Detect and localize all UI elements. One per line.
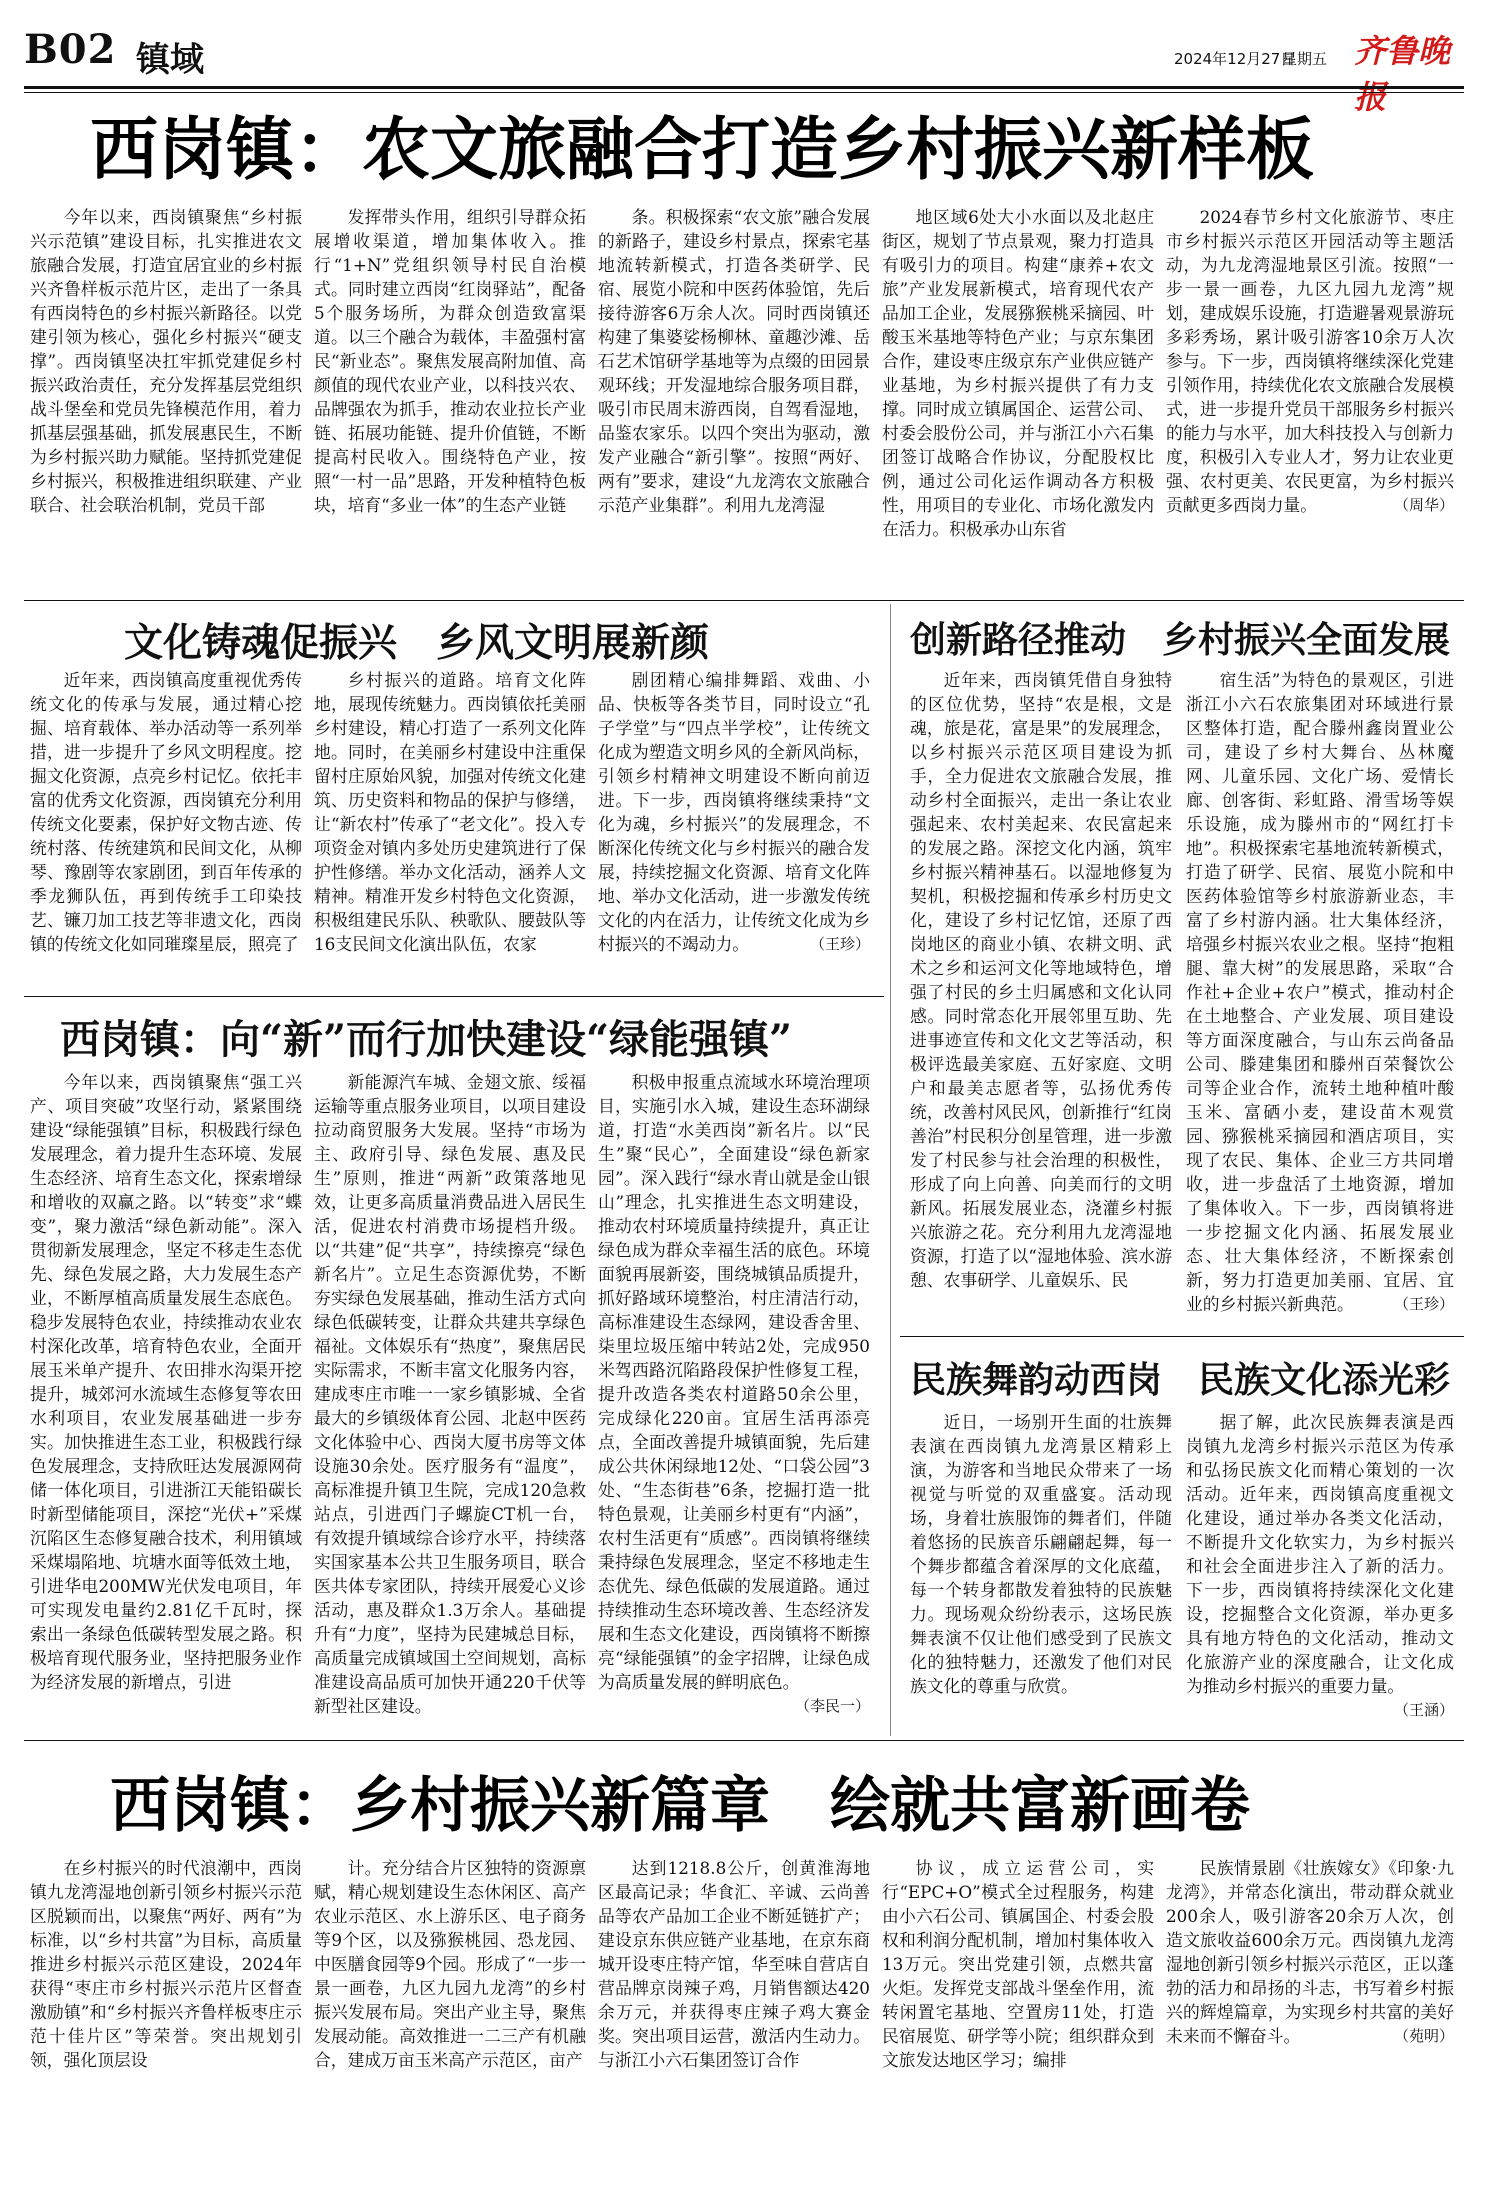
article2-headline: 文化铸魂促振兴 乡风文明展新颜 <box>124 620 710 666</box>
article3-col1: 近年来，西岗镇凭借自身独特的区位优势，坚持“农是根，文是魂，旅是花，富是果”的发展理念，以乡村振兴示范区项目建设为抓手，全力促进农文旅融合发展，推动乡村全面振兴，走出一条让农业强起来、农村美起来、农民富起来的发展之路。深挖文化内涵，筑牢乡村振兴精神基石。以湿地修复为契机，积极挖掘和传承乡村历史文化，建设了乡村记忆馆，还原了西岗地区的商业小镇、农耕文明、武术之乡和运河文化等地域特色，增强了村民的乡土归属感和文化认同感。同时常态化开展邻里互助、先进事迹宣传和文化文艺等活动，积极评选最美家庭、五好家庭、文明户和最美志愿者等，弘扬优秀传统，改善村风民风，创新推行“红岗善治”村民积分创星管理，进一步激发了村民参与社会治理的积极性，形成了向上向善、向美而行的文明新风。拓展发展业态，浇灌乡村振兴旅游之花。充分利用九龙湾湿地资源，打造了以“湿地体验、滨水游憩、农事研学、儿童娱乐、民 <box>910 670 1172 1290</box>
article4-col3: 积极申报重点流域水环境治理项目，实施引水入城，建设生态环湖绿道，打造“水美西岗”新名片。以“民生”聚“民心”，全面建设“绿色新家园”。深入践行“绿水青山就是金山银山”理念，扎实推进生态文明建设，推动农村环境质量持续提升，真正让绿色成为群众幸福生活的底色。环境面貌再展新姿，围绕城镇品质提升，抓好路域环境整治，村庄清洁行动，高标准建设生态绿网，建设香舍里、柒里垃圾压缩中转站2处，完成950米驾西路沉陷路段保护性修复工程，提升改造各类农村道路50余公里，完成绿化220亩。宜居生活再添亮点，全面改善提升城镇面貌，先后建成公共休闲绿地12处、“口袋公园”3处、“生态街巷”6条，挖掘打造一批特色景观，让美丽乡村更有“内涵”，农村生活更有“质感”。西岗镇将继续秉持绿色发展理念，坚定不移地走生态优先、绿色低碳的发展道路。通过持续推动生态环境改善、生态经济发展和生态文化建设，西岗镇将不断擦亮“绿能强镇”的金字招牌，让绿色成为高质量发展的鲜明底色。 （李民一） <box>598 1070 870 1730</box>
section-name: 镇域 <box>136 40 204 80</box>
article1-headline: 西岗镇：农文旅融合打造乡村振兴新样板 <box>90 110 1315 190</box>
article3-headline: 创新路径推动 乡村振兴全面发展 <box>910 619 1451 661</box>
page-number: B02 <box>24 26 117 73</box>
masthead-rule <box>24 86 1464 89</box>
article1-col4: 地区域6处大小水面以及北赵庄街区，规划了节点景观，聚力打造具有吸引力的项目。构建“康养+农文旅”产业发展新模式，培育现代农产品加工企业，发展猕猴桃采摘园、叶酸玉米基地等特色产业；与京东集团合作，建设枣庄级京东产业供应链产业基地，为乡村振兴提供了有力支撑。同时成立镇属国企、运营公司、村委会股份公司，并与浙江小六石集团签订战略合作协议，分配股权比例，通过公司化运作调动各方积极性，用项目的专业化、市场化激发内在活力。积极承办山东省 <box>882 207 1154 539</box>
article5-col1: 近日，一场别开生面的壮族舞表演在西岗镇九龙湾景区精彩上演，为游客和当地民众带来了一场视觉与听觉的双重盛宴。活动现场，身着壮族服饰的舞者们，伴随着悠扬的民族音乐翩翩起舞，每一个舞步都蕴含着深厚的文化底蕴，每一个转身都散发着独特的民族魅力。现场观众纷纷表示，这场民族舞表演不仅让他们感受到了民族文化的独特魅力，还激发了他们对民族文化的尊重与欣赏。 <box>910 1412 1172 1696</box>
issue-date: 2024年12月27日 <box>1174 50 1296 68</box>
article6-col4: 协议，成立运营公司，实行“EPC+O”模式全过程服务，构建由小六石公司、镇属国企、村委会股权和利润分配机制，增加村集体收入13万元。突出党建引领，点燃共富火炬。发挥党支部战斗堡垒作用，流转闲置宅基地、空置房11处，打造民宿展览、研学等小院；组织群众到文旅发达地区学习；编排 <box>882 1858 1154 2070</box>
article4-col1: 今年以来，西岗镇聚焦“强工兴产、项目突破”攻坚行动，紧紧围绕建设“绿能强镇”目标，积极践行绿色发展理念，着力提升生态环境、发展生态经济、培育生态文化，探索增绿和增收的双赢之路。以“转变”求“蝶变”，聚力激活“绿色新动能”。深入贯彻新发展理念，坚定不移走生态优先、绿色发展之路，大力发展生态产业，不断厚植高质量发展生态底色。稳步发展特色农业，持续推动农业农村深化改革，培育特色农业，全面开展玉米单产提升、农田排水沟渠开挖提升，城郊河水流域生态修复等农田水利项目，农业发展基础进一步夯实。加快推进生态工业，积极践行绿色发展理念，支持欣旺达发展源网荷储一体化项目，引进浙江天能铅碳长时新型储能项目，深挖“光伏+”采煤沉陷区生态修复融合技术，利用镇域采煤塌陷地、坑塘水面等低效土地，引进华电200MW光伏发电项目，年可实现发电量约2.81亿千瓦时，探索出一条绿色低碳转型发展之路。积极培育现代服务业，坚持把服务业作为经济发展的新增点，引进 <box>30 1072 302 1692</box>
article2-col3: 剧团精心编排舞蹈、戏曲、小品、快板等各类节目，同时设立“孔子学堂”与“四点半学校”，让传统文化成为塑造文明乡风的全新风尚标，引领乡村精神文明建设不断向前迈进。下一步，西岗镇将继续秉持“文化为魂，乡村振兴”的发展理念，不断深化传统文化与乡村振兴的融合发展，持续挖掘文化资源、培育文化阵地、举办文化活动，进一步激发传统文化的内在活力，让传统文化成为乡村振兴的不竭动力。 （王珍） <box>598 670 870 954</box>
article6-signature: （苑明） <box>1393 2027 1454 2045</box>
article5-headline: 民族舞韵动西岗 民族文化添光彩 <box>910 1359 1451 1401</box>
article1-signature: （周华） <box>1393 496 1454 514</box>
article4-headline: 西岗镇：向“新”而行加快建设“绿能强镇” <box>60 1016 793 1063</box>
article6-col3: 达到1218.8公斤，创黄淮海地区最高记录；华食汇、辛诚、云尚善品等农产品加工企业不断延链扩产；建设京东供应链产业基地，在京东商城开设枣庄特产馆，华至味自营店自营品牌京岗辣子鸡，月销售额达420余万元，并获得枣庄辣子鸡大赛金奖。突出项目运营，激活内生动力。与浙江小六石集团签订合作 <box>598 1858 870 2070</box>
divider <box>900 1336 1464 1337</box>
article2-col1: 近年来，西岗镇高度重视优秀传统文化的传承与发展，通过精心挖掘、培育载体、举办活动等一系列举措，进一步提升了乡风文明程度。挖掘文化资源，点亮乡村记忆。依托丰富的优秀文化资源，西岗镇充分利用传统文化要素，保护好文物古迹、传统村落、传统建筑和民间文化，从柳琴、豫剧等农家剧团，到百年传承的季龙狮队伍，再到传统手工印染技艺、镰刀加工技艺等非遗文化，西岗镇的传统文化如同璀璨星辰，照亮了 <box>30 670 302 954</box>
masthead <box>24 18 1464 116</box>
divider <box>24 1740 1464 1741</box>
divider <box>24 996 884 997</box>
article3-col2: 宿生活”为特色的景观区，引进浙江小六石农旅集团对环域进行景区整体打造，配合滕州鑫岗置业公司，建设了乡村大舞台、丛林魔网、儿童乐园、文化广场、爱情长廊、创客街、彩虹路、滑雪场等娱乐设施，成为滕州市的“网红打卡地”。积极探索宅基地流转新模式，打造了研学、民宿、展览小院和中医药体验馆等乡村旅游新业态，丰富了乡村游内涵。壮大集体经济，培强乡村振兴农业之根。坚持“抱粗腿、靠大树”的发展思路，采取“合作社+企业+农户”模式，推动村企在土地整合、产业发展、项目建设等方面深度融合，与山东云尚备品公司、滕建集团和滕州百荣餐饮公司等企业合作，流转土地种植叶酸玉米、富硒小麦，建设苗木观赏园、猕猴桃采摘园和酒店项目，实现了农民、集体、企业三方共同增收，进一步盘活了土地资源，增加了集体收入。下一步，西岗镇将进一步挖掘文化内涵、拓展发展业态、壮大集体经济，不断探索创新，努力打造更加美丽、宜居、宜业的乡村振兴新典范。 （王珍） <box>1186 670 1454 1314</box>
article2-col2: 乡村振兴的道路。培育文化阵地，展现传统魅力。西岗镇依托美丽乡村建设，精心打造了一系列文化阵地。同时，在美丽乡村建设中注重保留村庄原始风貌，加强对传统文化建筑、历史资料和物品的保护与修缮，让“新农村”传承了“老文化”。投入专项资金对镇内多处历史建筑进行了保护性修缮。举办文化活动，涵养人文精神。精准开发乡村特色文化资源，积极组建民乐队、秧歌队、腰鼓队等16支民间文化演出队伍，农家 <box>314 670 586 954</box>
article5-signature: （王涵） <box>1393 1701 1454 1719</box>
article5-col2: 据了解，此次民族舞表演是西岗镇九龙湾乡村振兴示范区为传承和弘扬民族文化而精心策划的一次活动。近年来，西岗镇高度重视文化建设，通过举办各类文化活动，不断提升文化软实力，为乡村振兴和社会全面进步注入了新的活力。下一步，西岗镇将持续深化文化建设，挖掘整合文化资源，举办更多具有地方特色的文化活动，推动文化旅游产业的深度融合，让文化成为推动乡村振兴的重要力量。 （王涵） <box>1186 1410 1454 1730</box>
article6-col5: 民族情景剧《壮族嫁女》《印象·九龙湾》，并常态化演出，带动群众就业200余人，吸引游客20余万人次，创造文旅收益600余万元。西岗镇九龙湾湿地创新引领乡村振兴示范区，正以蓬勃的活力和昂扬的斗志，书写着乡村振兴的辉煌篇章，为实现乡村共富的美好未来而不懈奋斗。 （苑明） <box>1166 1858 1454 2046</box>
article1-col2: 发挥带头作用，组织引导群众拓展增收渠道，增加集体收入。推行“1+N”党组织领导村民自治模式。同时建立西岗“红岗驿站”，配备5个服务场所，为群众创造致富渠道。以三个融合为载体，丰盈强村富民“新业态”。聚焦发展高附加值、高颜值的现代农业产业，以科技兴农、品牌强农为抓手，推动农业拉长产业链、拓展功能链、提升价值链，不断提高村民收入。围绕特色产业，按照“一村一品”思路，开发种植特色板块，培育“多业一体”的生态产业链 <box>314 207 586 515</box>
article6-col1: 在乡村振兴的时代浪潮中，西岗镇九龙湾湿地创新引领乡村振兴示范区脱颖而出，以聚焦“两好、两有”为标准，以“乡村共富”为目标，高质量推进乡村振兴示范区建设，2024年获得“枣庄市乡村振兴示范片区督查激励镇”和“乡村振兴齐鲁样板枣庄示范十佳片区”等荣誉。突出规划引领，强化顶层设 <box>30 1858 302 2070</box>
article6-col2: 计。充分结合片区独特的资源禀赋，精心规划建设生态休闲区、高产农业示范区、水上游乐区、电子商务等9个区，以及猕猴桃园、恐龙园、中医膳食园等9个园。形成了“一步一景一画卷，九区九园九龙湾”的乡村振兴发展布局。突出产业主导，聚焦发展动能。高效推进一二三产有机融合，建成万亩玉米高产示范区，亩产 <box>314 1858 586 2070</box>
article6-headline: 西岗镇：乡村振兴新篇章 绘就共富新画卷 <box>110 1771 1250 1841</box>
article3-signature: （王珍） <box>1393 1295 1454 1313</box>
article4-col2: 新能源汽车城、金翅文旅、绥福运输等重点服务业项目，以项目建设拉动商贸服务大发展。坚持“市场为主、政府引导、绿色发展、惠及民生”原则，推进“两新”政策落地见效，让更多高质量消费品进入居民生活，促进农村消费市场提档升级。以“共建”促“共享”，持续擦亮“绿色新名片”。立足生态资源优势，不断夯实绿色发展基础，推动生活方式向绿色低碳转变，让群众共建共享绿色福祉。文体娱乐有“热度”，聚焦居民实际需求，不断丰富文化服务内容，建成枣庄市唯一一家乡镇影城、全省最大的乡镇级体育公园、北赵中医药文化体验中心、西岗大厦书房等文体设施30余处。医疗服务有“温度”，高标准提升镇卫生院，完成120急救站点，引进西门子螺旋CT机一台，有效提升镇域综合诊疗水平，持续落实国家基本公共卫生服务项目，联合医共体专家团队，持续开展爱心义诊活动，惠及群众1.3万余人。基础提升有“力度”，坚持为民建城总目标，高质量完成镇域国土空间规划，高标准建设高品质可加快开通220千伏等新型社区建设。 <box>314 1072 586 1716</box>
column-divider <box>890 604 891 1736</box>
weekday: 星期五 <box>1282 50 1328 68</box>
divider <box>24 600 1464 601</box>
newspaper-logo: 齐鲁晚报 <box>1354 32 1451 116</box>
article1-col3: 条。积极探索“农文旅”融合发展的新路子，建设乡村景点，探索宅基地流转新模式，打造各类研学、民宿、展览小院和中医药体验馆，先后接待游客6万余人次。同时西岗镇还构建了集婆娑杨柳林、童趣沙滩、岳石艺术馆研学基地等为点缀的田园景观环线；开发湿地综合服务项目群，吸引市民周末游西岗，自驾看湿地，品鉴农家乐。以四个突出为驱动，激发产业融合“新引擎”。按照“两好、两有”要求，建设“九龙湾农文旅融合示范产业集群”。利用九龙湾湿 <box>598 207 870 515</box>
article1-col1: 今年以来，西岗镇聚焦“乡村振兴示范镇”建设目标，扎实推进农文旅融合发展，打造宜居宜业的乡村振兴齐鲁样板示范片区，走出了一条具有西岗特色的乡村振兴新路径。以党建引领为核心，强化乡村振兴“硬支撑”。西岗镇坚决扛牢抓党建促乡村振兴政治责任，充分发挥基层党组织战斗堡垒和党员先锋模范作用，着力抓基层强基础，抓发展惠民生，不断为乡村振兴助力赋能。坚持抓党建促乡村振兴，积极推进组织联建、产业联合、社会联治机制，党员干部 <box>30 207 302 515</box>
masthead-rule-thin <box>24 92 1464 93</box>
article1-col5: 2024春节乡村文化旅游节、枣庄市乡村振兴示范区开园活动等主题活动，为九龙湾湿地景区引流。按照“一步一景一画卷，九区九园九龙湾”规划，建成娱乐设施，打造避暑观景游玩多彩秀场，累计吸引游客10余万人次参与。下一步，西岗镇将继续深化党建引领作用，持续优化农文旅融合发展模式，进一步提升党员干部服务乡村振兴的能力与水平，加大科技投入与创新力度，积极引入专业人才，努力让农业更强、农村更美、农民更富，为乡村振兴贡献更多西岗力量。 （周华） <box>1166 207 1454 515</box>
article4-signature: （李民一） <box>794 1697 870 1715</box>
article2-signature: （王珍） <box>809 935 870 953</box>
